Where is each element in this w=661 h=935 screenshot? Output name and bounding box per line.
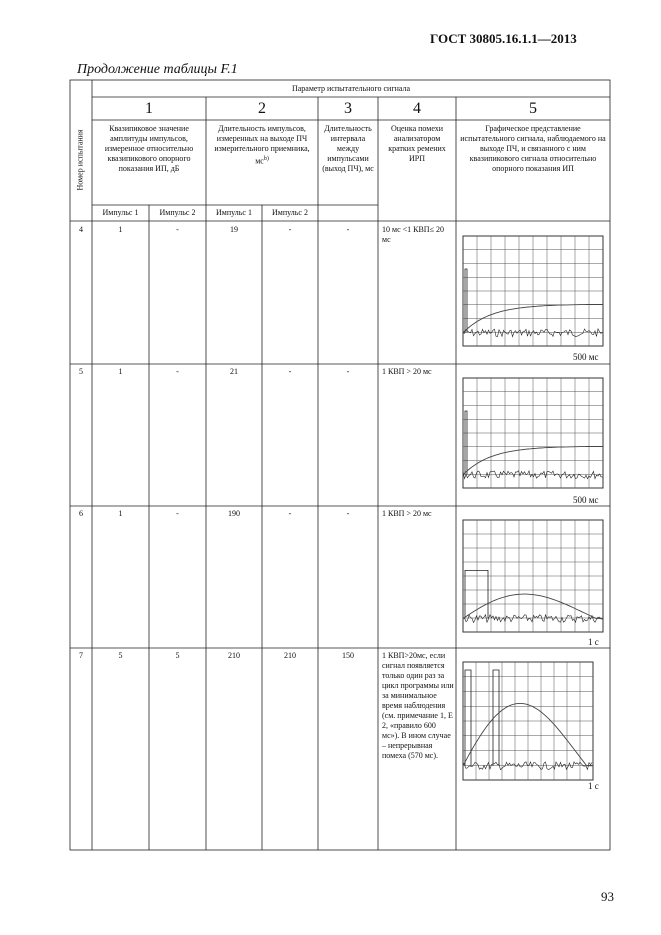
col-number-2: 2 [258, 100, 266, 117]
test-number-header: Номер испытания [75, 129, 85, 191]
row7-time-scale: 1 с [588, 781, 599, 791]
row6-interval: - [346, 509, 350, 518]
row7-assessment: 1 КВП>20мс, если сигнал появляется только один раз за цикл программы или за минимальное время наблюдения (см. примечание 1, Е 2, «правило 600 мс»). В ином случае – непрерывная помеха (570 мс). [382, 651, 454, 760]
row7-amp1: 5 [118, 651, 123, 660]
row6-time-scale: 1 с [588, 637, 599, 647]
table-continuation-caption: Продолжение таблицы F.1 [77, 62, 238, 77]
row7-dur2: 210 [284, 651, 296, 660]
col-number-1: 1 [145, 100, 153, 117]
row5-oscillogram [463, 378, 603, 488]
row6-amp1: 1 [118, 509, 123, 518]
row6-dur2: - [288, 509, 292, 518]
row5-time-scale: 500 мс [573, 495, 599, 505]
sub-impulse-2-col1: Импульс 2 [159, 208, 196, 217]
row7-interval: 150 [342, 651, 354, 660]
sub-impulse-1-col2: Импульс 1 [216, 208, 252, 217]
row5-dur2: - [288, 367, 292, 376]
row5-dur1: 21 [230, 367, 238, 376]
row4-interval: - [346, 225, 350, 234]
row7-test-number: 7 [79, 651, 83, 660]
sub-impulse-2-col2: Импульс 2 [272, 208, 308, 217]
row5-test-number: 5 [79, 367, 83, 376]
row6-dur1: 190 [228, 509, 240, 518]
page-number: 93 [601, 889, 614, 904]
col-number-4: 4 [413, 100, 421, 117]
row4-time-scale: 500 мс [573, 352, 599, 362]
row4-oscillogram [463, 236, 603, 346]
col1-description: Квазипиковое значение амплитуды импульсов, измеренное относительно квазипикового опорного показания ИП, дБ [104, 124, 194, 173]
row5-amp1: 1 [118, 367, 123, 376]
row5-assessment: 1 КВП > 20 мс [382, 367, 432, 376]
col2-footnote-mark: b) [263, 156, 269, 162]
row4-amp2: - [176, 225, 179, 234]
row6-test-number: 6 [79, 509, 83, 518]
row5-amp2: - [176, 367, 179, 376]
parameter-group-header: Параметр испытательного сигнала [291, 84, 411, 93]
col-number-3: 3 [344, 100, 352, 117]
row4-dur1: 19 [230, 225, 238, 234]
row4-assessment: 10 мс <1 КВП≤ 20 мс [382, 225, 444, 244]
sub-impulse-1-col1: Импульс 1 [102, 208, 139, 217]
row7-dur1: 210 [228, 651, 240, 660]
row4-test-number: 4 [79, 225, 83, 234]
col3-description: Длительность интервала между импульсами (выход ПЧ), мс [322, 124, 374, 173]
col4-description: Оценка помехи анализатором кратких ремених ИРП [388, 124, 446, 163]
row5-interval: - [346, 367, 350, 376]
row4-dur2: - [288, 225, 292, 234]
row6-assessment: 1 КВП > 20 мс [382, 509, 432, 518]
row7-amp2: 5 [175, 651, 180, 660]
standard-header: ГОСТ 30805.16.1.1—2013 [430, 31, 577, 46]
row6-amp2: - [176, 509, 179, 518]
row6-oscillogram [463, 520, 603, 632]
col-number-5: 5 [529, 100, 537, 117]
row7-oscillogram [463, 662, 593, 780]
col2-description: Длительность импульсов, измеренных на выходе ПЧ измерительного приемника, $мс^{b)}$ [214, 124, 310, 166]
col5-description: Графическое представление испытательного сигнала, наблюдаемого на выходе ПЧ, и связанного с ним квазипикового сигнала относительно опорного показания ИП [460, 124, 606, 173]
row4-amp1: 1 [118, 225, 123, 234]
